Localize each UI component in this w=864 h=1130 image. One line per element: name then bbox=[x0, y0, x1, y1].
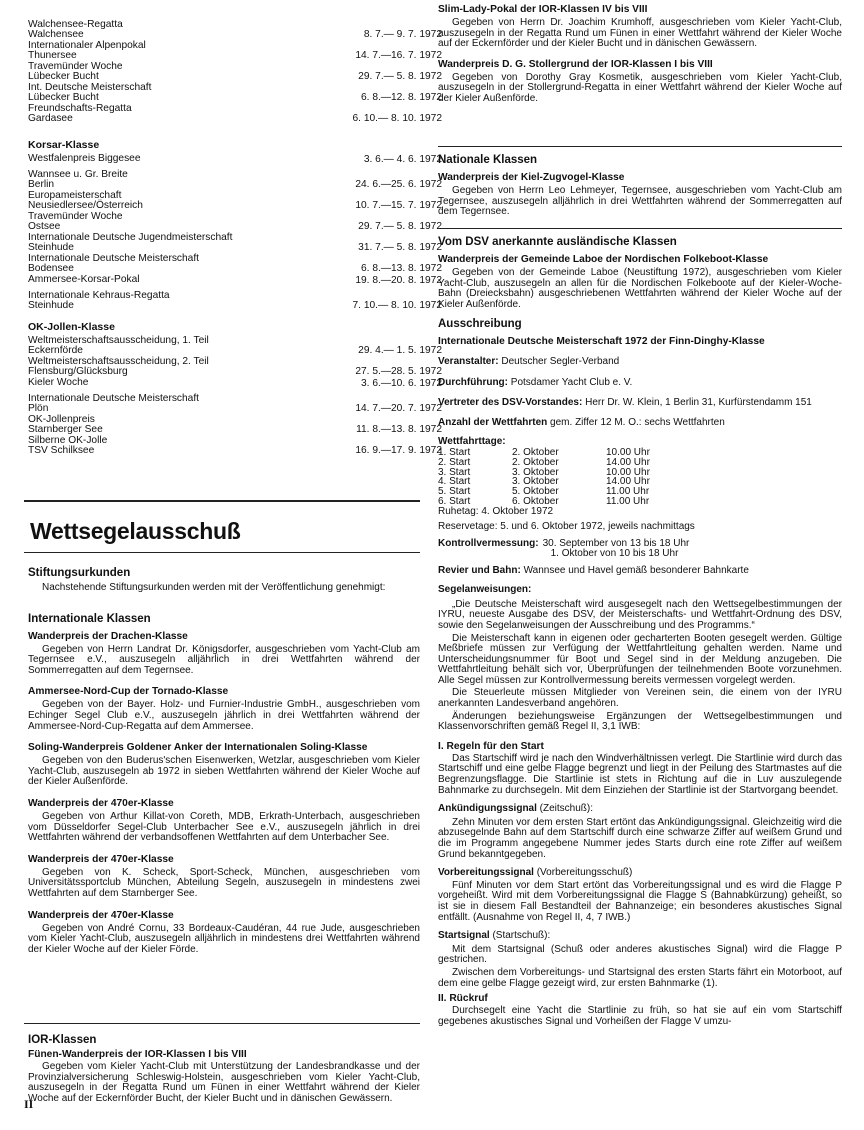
ank-label: Ankündigungssignal (Zeitschuß): bbox=[438, 803, 594, 815]
s3-title: Soling-Wanderpreis Goldener Anker der Internationalen Soling-Klasse bbox=[28, 742, 368, 754]
s2-title: Ammersee-Nord-Cup der Tornado-Klasse bbox=[28, 686, 229, 698]
s3-text: Gegeben von den Buderus'schen Eisenwerken, Wetzlar, ausgeschrieben vom Kieler Yacht-Club, auszusegeln ab 1972 in sieben Wettfahrten während der Kieler Woche auf der Kieler Außenförde. bbox=[28, 755, 420, 788]
s1-title: Wanderpreis der Drachen-Klasse bbox=[28, 630, 188, 642]
reservetage: Reservetage: 5. und 6. Oktober 1972, jeweils nachmittags bbox=[438, 521, 695, 533]
event-name: Internationale Deutsche Meisterschaft Bodensee bbox=[28, 253, 200, 274]
event-date: 19. 8.—20. 8. 1972 bbox=[355, 275, 442, 286]
dsv-rule bbox=[438, 228, 842, 229]
anzahl: Anzahl der Wettfahrten gem. Ziffer 12 M. O.: sechs Wettfahrten bbox=[438, 416, 725, 428]
kontroll-label: Kontrollvermessung: bbox=[438, 537, 539, 549]
start-cell: 4. Start bbox=[438, 476, 471, 488]
event-name: Travemünder Woche Ostsee bbox=[28, 211, 123, 232]
s7-text: Gegeben vom Kieler Yacht-Club mit Unterstützung der Landesbrandkasse und der Provinzialversicherung Schleswig-Holstein, ausgeschrieben vom Kieler Yacht-Club, auszusegeln in der Regatta Rund um Fünen in einer Wettfahrt während der Kieler Woche auf der Eckernförder Bucht, der Kieler Bucht und in dänischen Gewässern. bbox=[28, 1061, 420, 1104]
schedule-entry bbox=[24, 19, 442, 41]
ausschreibung-section bbox=[438, 318, 842, 1027]
r4-text: Gegeben von der Gemeinde Laboe (Neustiftung 1972), ausgeschrieben vom Kieler Yacht-Club, auszusegeln an allen für die Nordischen Folkeboote auf der Kieler-Woche-Bahn (Dreiecksbahn) ausgeschriebenen Wettfahrten während der Kieler Woche auf der Kieler Außenförde. bbox=[438, 267, 842, 310]
heading-underline bbox=[24, 552, 420, 553]
aus-sub: Internationale Deutsche Meisterschaft 1972 der Finn-Dinghy-Klasse bbox=[438, 336, 765, 347]
schedule-entry bbox=[24, 190, 442, 212]
event-date: 14. 7.—20. 7. 1972 bbox=[355, 403, 442, 414]
schedule-entry bbox=[24, 274, 442, 291]
s6-title: Wanderpreis der 470er-Klasse bbox=[28, 909, 174, 921]
nat-section bbox=[438, 154, 842, 218]
schedule-entry bbox=[24, 253, 442, 275]
nat-title: Nationale Klassen bbox=[438, 154, 538, 166]
event-date: 24. 6.—25. 6. 1972 bbox=[355, 179, 442, 190]
korsar-class-heading: Korsar-Klasse bbox=[28, 139, 100, 151]
section-rule bbox=[24, 500, 420, 502]
ruhetag: Ruhetag: 4. Oktober 1972 bbox=[438, 505, 554, 517]
start-row bbox=[438, 468, 690, 478]
schedule-entry bbox=[24, 393, 442, 415]
r1-text: Gegeben von Herrn Dr. Joachim Krumhoff, ausgeschrieben vom Kieler Yacht-Club, auszusegeln in der Regatta Rund um Fünen in einer Wettfahrt während der Kieler Woche auf der Eckernförder und der Kieler Bucht und in dänischen Gewässern. bbox=[438, 17, 842, 50]
dsv-title: Vom DSV anerkannte ausländische Klassen bbox=[438, 236, 677, 248]
durchfuehrung: Durchführung: Potsdamer Yacht Club e. V. bbox=[438, 376, 633, 388]
start-row bbox=[438, 477, 690, 487]
start-cell: 3. Start bbox=[438, 466, 471, 478]
schedule-entry bbox=[24, 414, 442, 436]
veranstalter: Veranstalter: Deutscher Segler-Verband bbox=[438, 356, 620, 367]
event-date: 29. 7.— 5. 8. 1972 bbox=[358, 221, 442, 232]
stiftung-section bbox=[28, 567, 420, 955]
event-name: Internationale Kehraus-Regatta Steinhude bbox=[28, 290, 170, 311]
start-cell: 11.00 Uhr bbox=[606, 495, 650, 507]
start-text-2: Zwischen dem Vorbereitungs- und Startsignal des ersten Starts fährt ein Motorboot, auf dem eine gelbe Flagge gezeigt wird, zur ersten Bahnmarke (1). bbox=[438, 966, 842, 989]
r2-text: Gegeben von Dorothy Gray Kosmetik, ausgeschrieben vom Kieler Yacht-Club, auszusegeln in der Stollergrund-Regatta in einer Wettfahrt während der Kieler Woche auf der Kieler Außenförde. bbox=[438, 71, 842, 104]
event-name: Wannsee u. Gr. Breite Berlin bbox=[28, 169, 128, 190]
s1-text: Gegeben von Herrn Landrat Dr. Königsdorfer, ausgeschrieben vom Yacht-Club am Tegernsee e.V., auszusegeln alljährlich in drei Wettfahrten während der Sommerregatten auf dem Tegernsee. bbox=[28, 643, 420, 676]
event-date: 6. 10.— 8. 10. 1972 bbox=[352, 113, 442, 124]
segel-label: Segelanweisungen: bbox=[438, 584, 532, 596]
start-row bbox=[438, 448, 690, 458]
r4-title: Wanderpreis der Gemeinde Laboe der Nordischen Folkeboot-Klasse bbox=[438, 254, 769, 265]
start-cell: 5. Oktober bbox=[512, 486, 559, 498]
ank-text: Zehn Minuten vor dem ersten Start ertönt das Ankündigungssignal. Gleichzeitig wird die abzusegelnde Bahn auf dem Startschiff durch eine schwarze Ziffer auf weißem Grund und die im Programm angegebene Nummer jedes Starts durch eine rote Ziffer auf weißem Grund bekanntgegeben. bbox=[438, 816, 842, 860]
start-table bbox=[438, 448, 690, 507]
ior-rule bbox=[24, 1023, 420, 1024]
start-cell: 2. Oktober bbox=[512, 446, 559, 458]
ok-class-heading: OK-Jollen-Klasse bbox=[28, 321, 115, 333]
schedule-entry bbox=[24, 103, 442, 125]
event-date: 7. 10.— 8. 10. 1972 bbox=[352, 300, 442, 311]
intl-classes-title: Internationale Klassen bbox=[28, 612, 151, 625]
left-column bbox=[24, 0, 442, 456]
event-name: Travemünder Woche Lübecker Bucht bbox=[28, 61, 123, 82]
start-cell: 10.00 Uhr bbox=[606, 446, 650, 458]
schedule-entry bbox=[24, 356, 442, 378]
start-label: Startsignal (Startschuß): bbox=[438, 930, 551, 942]
event-date: 10. 7.—15. 7. 1972 bbox=[355, 200, 442, 211]
start-row bbox=[438, 487, 690, 497]
event-date: 6. 8.—13. 8. 1972 bbox=[361, 263, 442, 274]
r3-text: Gegeben von Herrn Leo Lehmeyer, Tegernsee, ausgeschrieben vom Yacht-Club am Tegernsee, auszusegeln alljährlich in drei Wettfahrten während der Sommerregatten auf dem Tegernsee. bbox=[438, 185, 842, 218]
event-name: Kieler Woche bbox=[28, 377, 89, 388]
event-date: 16. 9.—17. 9. 1972 bbox=[355, 445, 442, 456]
revier: Revier und Bahn: Wannsee und Havel gemäß besonderer Bahnkarte bbox=[438, 564, 749, 576]
stiftung-title: Stiftungsurkunden bbox=[28, 567, 131, 579]
ior-title: IOR-Klassen bbox=[28, 1034, 97, 1046]
start-cell: 2. Start bbox=[438, 456, 471, 468]
schedule-entry bbox=[24, 61, 442, 83]
start-cell: 1. Start bbox=[438, 446, 471, 458]
schedule-entry bbox=[24, 377, 442, 394]
start-cell: 14.00 Uhr bbox=[606, 476, 650, 488]
event-date: 8. 7.— 9. 7. 1972 bbox=[363, 29, 442, 40]
start-cell: 5. Start bbox=[438, 486, 471, 498]
event-name: Westfalenpreis Biggesee bbox=[28, 153, 141, 164]
event-name: Weltmeisterschaftsausscheidung, 2. Teil Flensburg/Glücksburg bbox=[28, 356, 209, 377]
schedule-entry bbox=[24, 40, 442, 62]
segel-p1: „Die Deutsche Meisterschaft wird ausgesegelt nach den Wettsegelbestimmungen der IYRU, neueste Ausgabe des DSV, der Meisterschafts- und Wettfahrt-Ordnung des DSV, sowie den Segelanweisungen der Ausschreibung und des Programms.“ bbox=[438, 598, 842, 631]
event-name: Ammersee-Korsar-Pokal bbox=[28, 274, 140, 285]
ior-section bbox=[28, 1034, 420, 1104]
schedule-entry bbox=[24, 82, 442, 104]
event-name: OK-Jollenpreis Starnberger See bbox=[28, 414, 103, 435]
right-column bbox=[438, 4, 842, 105]
start-row bbox=[438, 458, 690, 468]
r1-title: Slim-Lady-Pokal der IOR-Klassen IV bis VIII bbox=[438, 4, 648, 15]
event-date: 29. 7.— 5. 8. 1972 bbox=[358, 71, 442, 82]
event-name: Silberne OK-Jolle TSV Schilksee bbox=[28, 435, 108, 456]
aus-title: Ausschreibung bbox=[438, 318, 522, 330]
start-text-1: Mit dem Startsignal (Schuß oder anderes akustisches Signal) wird die Flagge P gestrichen. bbox=[438, 943, 842, 966]
event-date: 11. 8.—13. 8. 1972 bbox=[356, 424, 442, 435]
schedule-entry bbox=[24, 211, 442, 233]
rueck-title: II. Rückruf bbox=[438, 993, 488, 1005]
event-name: Internationale Deutsche Jugendmeisterschaft Steinhude bbox=[28, 232, 233, 253]
segel-p3: Die Steuerleute müssen Mitglieder von Vereinen sein, die einem von der IYRU anerkannten Landesverband angehören. bbox=[438, 687, 842, 710]
event-name: Weltmeisterschaftsausscheidung, 1. Teil Eckernförde bbox=[28, 335, 209, 356]
event-date: 14. 7.—16. 7. 1972 bbox=[355, 50, 442, 61]
segel-p2: Die Meisterschaft kann in eigenen oder gecharterten Booten gesegelt werden. Gültige Meßbriefe müssen zur Verfügung der Wettfahrtleitung gehalten werden. Name und Unterscheidungsnummer für Boot und Segel sind in der Meldung anzugeben. Die Wettfahrtleitung behält sich vor, Überprüfungen der teilnehmenden Boote vorzunehmen. Alle Segel müssen zur Kontrollvermessung bereits vermessen vorgelegt werden. bbox=[438, 632, 842, 686]
event-date: 27. 5.—28. 5. 1972 bbox=[355, 366, 442, 377]
s7-title: Fünen-Wanderpreis der IOR-Klassen I bis VIII bbox=[28, 1049, 247, 1060]
vor-text: Fünf Minuten vor dem Start ertönt das Vorbereitungssignal und es wird die Flagge P vorgeheißt. Wird mit dem Vorbereitungssignal die Flagge S (Bahnabkürzung) geheißt, so ist sie in diesem Fall Bestandteil der Bahnanzeige; ein besonderes akustisches Signal entfällt. (Ausnahme von Regel II, 4, 7 IWB.) bbox=[438, 879, 842, 923]
s4-text: Gegeben von Arthur Killat-von Coreth, MDB, Erkrath-Unterbach, ausgeschrieben vom Düsseldorfer Segel-Club Unterbacher See e.V., auszusegeln jährlich in drei Wettfahrten während der verbandsoffenen Wettfahrten auf dem Unterbacher See. bbox=[28, 810, 420, 844]
r3-title: Wanderpreis der Kiel-Zugvogel-Klasse bbox=[438, 172, 625, 183]
vor-label: Vorbereitungssignal (Vorbereitungsschuß) bbox=[438, 867, 633, 879]
regeln-text: Das Startschiff wird je nach den Windverhältnissen verlegt. Die Startlinie wird durch das Startschiff und eine gelbe Flagge begrenzt und liegt in der Peilung des Startmastes auf die Begrenzungsflagge. Die Startlinie ist stets in Richtung auf die in Luv auszulegende Bahnmarke zu durchsegeln. Mit dem Einziehen der Startlinie ist der Startvorgang beendet. bbox=[438, 752, 842, 796]
schedule-entry bbox=[24, 169, 442, 191]
s6-text: Gegeben von André Cornu, 33 Bordeaux-Caudéran, 44 rue Jude, ausgeschrieben vom Kieler Yacht-Club, auszusegeln alljährlich in mindestens drei Wettfahrten während der Kieler Woche auf der Kieler Förde. bbox=[28, 922, 420, 955]
event-date: 3. 6.—10. 6. 1972 bbox=[361, 378, 442, 389]
page-heading: Wettsegelausschuß bbox=[30, 518, 241, 544]
start-cell: 2. Oktober bbox=[512, 456, 559, 468]
vertreter: Vertreter des DSV-Vorstandes: Herr Dr. W. Klein, 1 Berlin 31, Kurfürstendamm 151 bbox=[438, 397, 812, 409]
event-name: Internationale Deutsche Meisterschaft Plön bbox=[28, 393, 200, 414]
regatta-schedule bbox=[24, 19, 442, 457]
start-cell: 11.00 Uhr bbox=[606, 486, 650, 498]
s4-title: Wanderpreis der 470er-Klasse bbox=[28, 797, 174, 809]
start-cell: 6. Start bbox=[438, 495, 471, 507]
event-name: Internationaler Alpenpokal Thunersee bbox=[28, 40, 146, 61]
start-cell: 14.00 Uhr bbox=[606, 456, 650, 468]
start-cell: 3. Oktober bbox=[512, 476, 559, 488]
s5-text: Gegeben von K. Scheck, Sport-Scheck, München, ausgeschrieben vom Universitätssportclub München, Abteilung Segeln, auszusegeln in mindestens zwei Wettfahrten auf dem Starnberger See. bbox=[28, 866, 420, 899]
segel-p4: Änderungen beziehungsweise Ergänzungen der Wettsegelbestimmungen und Klassenvorschriften gemäß Regel II, 3,1 IWB: bbox=[438, 710, 842, 733]
start-cell: 3. Oktober bbox=[512, 466, 559, 478]
stiftung-intro: Nachstehende Stiftungsurkunden werden mit der Veröffentlichung genehmigt: bbox=[42, 582, 386, 593]
schedule-entry bbox=[24, 153, 442, 170]
event-name: Freundschafts-Regatta Gardasee bbox=[28, 103, 132, 124]
s2-text: Gegeben von der Bayer. Holz- und Furnier-Industrie GmbH., ausgeschrieben vom Echinger Segel Club e.V., auszusegeln jährlich in drei Wettfahrten während der Ammersee-Nord-Cup-Regatta auf dem Ammersee. bbox=[28, 699, 420, 732]
event-name: Int. Deutsche Meisterschaft Lübecker Bucht bbox=[28, 82, 152, 103]
event-date: 6. 8.—12. 8. 1972 bbox=[361, 92, 442, 103]
s5-title: Wanderpreis der 470er-Klasse bbox=[28, 853, 174, 865]
schedule-entry bbox=[24, 232, 442, 254]
start-cell: 10.00 Uhr bbox=[606, 466, 650, 478]
schedule-entry bbox=[24, 435, 442, 457]
event-date: 31. 7.— 5. 8. 1972 bbox=[358, 242, 442, 253]
dsv-section bbox=[438, 236, 842, 310]
wettfahrttage-label: Wettfahrttage: bbox=[438, 436, 506, 448]
regeln-title: I. Regeln für den Start bbox=[438, 740, 544, 752]
page-number: II bbox=[24, 1097, 34, 1111]
nat-rule bbox=[438, 146, 842, 147]
schedule-entry bbox=[24, 335, 442, 357]
rueck-text: Durchsegelt eine Yacht die Startlinie zu früh, so hat sie auf ein vom Startschiff gegebenes akustisches Signal und Vorheißen der Flagge V umzu- bbox=[438, 1005, 842, 1027]
schedule-entry bbox=[24, 290, 442, 312]
kontroll-table bbox=[438, 539, 693, 559]
event-date: 29. 4.— 1. 5. 1972 bbox=[358, 345, 442, 356]
kontroll-1: 30. September von 13 bis 18 Uhr bbox=[542, 537, 690, 549]
start-cell: 6. Oktober bbox=[512, 495, 559, 507]
event-name: Walchensee-Regatta Walchensee bbox=[28, 19, 123, 40]
r2-title: Wanderpreis D. G. Stollergrund der IOR-Klassen I bis VIII bbox=[438, 58, 713, 70]
event-name: Europameisterschaft Neusiedlersee/Österreich bbox=[28, 190, 143, 211]
event-date: 3. 6.— 4. 6. 1972 bbox=[363, 154, 442, 165]
kontroll-2: 1. Oktober von 10 bis 18 Uhr bbox=[550, 547, 679, 559]
